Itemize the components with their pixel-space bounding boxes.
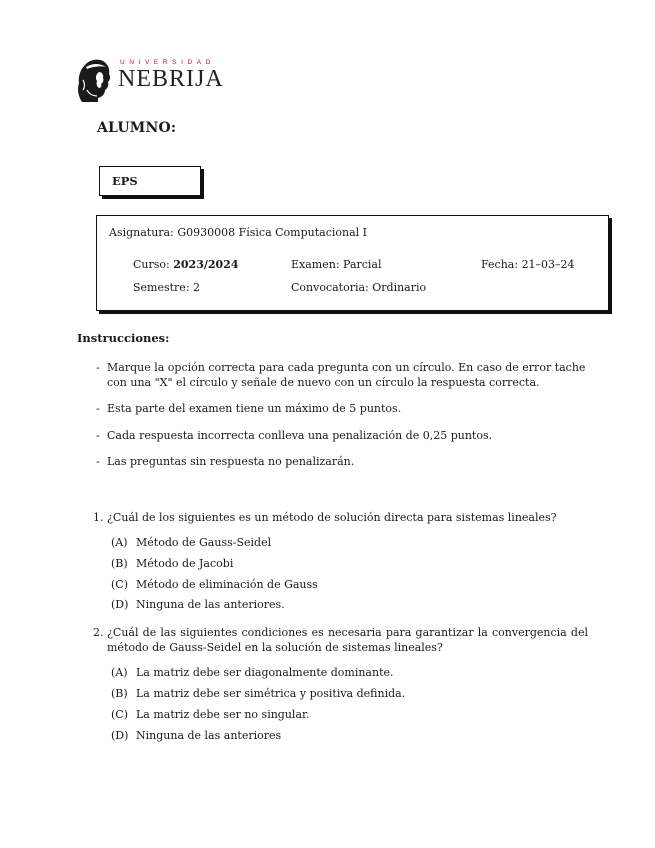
bullet-dash: - [96, 361, 100, 374]
exam-info-box [96, 215, 609, 311]
option-text: La matriz debe ser simétrica y positiva definida. [136, 687, 406, 700]
instruction-text: Las preguntas sin respuesta no penalizarán. [107, 455, 355, 468]
call-value: Ordinario [372, 281, 427, 294]
bullet-dash: - [96, 429, 100, 442]
course-label: Curso: [133, 258, 170, 271]
question-text: ¿Cuál de las siguientes condiciones es necesaria para garantizar la convergencia del método de Gauss-Seidel en la solución de sistemas lineales? [107, 626, 588, 654]
nebrija-portrait-icon [74, 56, 112, 104]
answer-option[interactable] [111, 557, 233, 570]
instruction-item [96, 401, 586, 416]
option-label: (C) [111, 708, 128, 721]
answer-option[interactable] [111, 536, 271, 549]
subject-label: Asignatura: [109, 226, 174, 239]
school-label: EPS [112, 174, 138, 188]
option-label: (B) [111, 557, 128, 570]
exam-label: Examen: [291, 258, 340, 271]
option-label: (D) [111, 729, 129, 742]
instruction-text: Esta parte del examen tiene un máximo de 5 puntos. [107, 402, 402, 415]
bullet-dash: - [96, 402, 100, 415]
answer-option[interactable] [111, 578, 318, 591]
date-line [481, 258, 575, 271]
university-label: UNIVERSIDAD [120, 59, 216, 66]
exam-value: Parcial [343, 258, 382, 271]
option-label: (A) [111, 536, 128, 549]
exam-line [291, 258, 382, 271]
instruction-text: Cada respuesta incorrecta conlleva una penalización de 0,25 puntos. [107, 429, 493, 442]
option-label: (C) [111, 578, 128, 591]
option-text: Método de Gauss-Seidel [136, 536, 272, 549]
option-text: Ninguna de las anteriores. [136, 598, 285, 611]
answer-option[interactable] [111, 666, 394, 679]
option-text: La matriz debe ser diagonalmente dominante. [136, 666, 394, 679]
answer-option[interactable] [111, 729, 281, 742]
question-number: 2. [93, 626, 104, 639]
date-value: 21–03–24 [521, 258, 575, 271]
course-line [133, 258, 238, 271]
call-label: Convocatoria: [291, 281, 369, 294]
semester-label: Semestre: [133, 281, 190, 294]
instruction-item [96, 360, 586, 390]
instruction-item [96, 428, 586, 443]
option-text: La matriz debe ser no singular. [136, 708, 310, 721]
instruction-text: Marque la opción correcta para cada pregunta con un círculo. En caso de error tache con una "X" el círculo y señale de nuevo con un círculo la respuesta correcta. [107, 361, 586, 389]
option-text: Ninguna de las anteriores [136, 729, 282, 742]
instruction-item [96, 454, 586, 469]
option-label: (B) [111, 687, 128, 700]
university-logo [74, 56, 224, 106]
answer-option[interactable] [111, 598, 285, 611]
date-label: Fecha: [481, 258, 519, 271]
question-1 [93, 510, 588, 525]
bullet-dash: - [96, 455, 100, 468]
student-label: ALUMNO: [97, 120, 177, 136]
semester-line [133, 281, 200, 294]
call-line [291, 281, 426, 294]
answer-option[interactable] [111, 708, 310, 721]
option-label: (A) [111, 666, 128, 679]
instructions-title: Instrucciones: [77, 331, 170, 345]
subject-line [109, 226, 367, 239]
answer-option[interactable] [111, 687, 405, 700]
question-number: 1. [93, 511, 104, 524]
question-2 [93, 625, 588, 655]
school-box [99, 166, 201, 196]
university-name: NEBRIJA [118, 66, 224, 92]
subject-value: G0930008 Física Computacional I [177, 226, 368, 239]
question-text: ¿Cuál de los siguientes es un método de solución directa para sistemas lineales? [107, 511, 557, 524]
option-text: Método de eliminación de Gauss [136, 578, 318, 591]
option-label: (D) [111, 598, 129, 611]
semester-value: 2 [193, 281, 201, 294]
option-text: Método de Jacobi [136, 557, 234, 570]
course-value: 2023/2024 [173, 258, 239, 271]
